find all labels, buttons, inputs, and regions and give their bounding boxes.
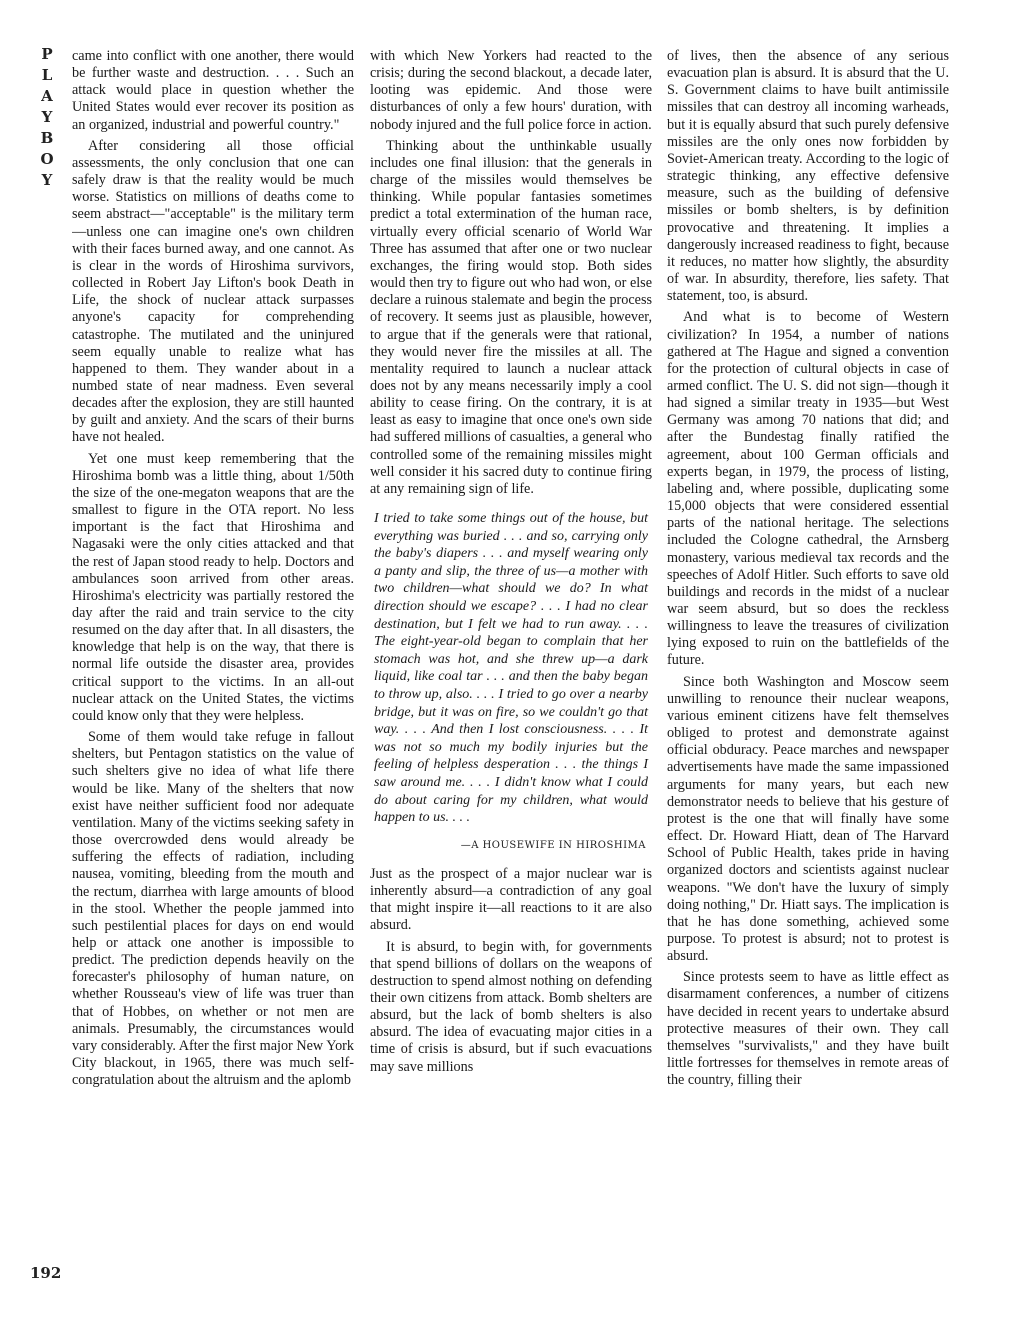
- pull-quote: I tried to take some things out of the house, but everything was buried . . . and so, carrying only the baby's diapers . . . and myself wearing only a panty and slip, the three of us—a mother with two children—what should we do? In what direction should we escape? . . . I had no clear destination, but I felt we had to run away. . . . The eight-year-old began to complain that her stomach was hot, and she threw up—a dark liquid, like coal tar . . . and then the baby began to throw up, also. . . . I tried to go over a nearby bridge, but it was on fire, so we couldn't go that way. . . . And then I lost consciousness. . . . It was not so much my bodily injuries but the feeling of helpless desperation . . . the things I saw around me. . . . I didn't know what I could do about caring for my children, what would happen to us. . . .: [374, 511, 648, 826]
- paragraph: Just as the prospect of a major nuclear war is inherently absurd—a contradiction of any goal that might inspire it—all reactions to it are also absurd.: [370, 865, 652, 934]
- running-head-letter: L: [41, 66, 53, 84]
- column-1: [72, 48, 354, 1288]
- paragraph: Some of them would take refuge in fallout shelters, but Pentagon statistics on the value of such shelters give no idea of what life there would be like. Many of the shelters that now exist have neither sufficient food nor adequate ventilation. Many of the victims seeking safety in those overcrowded dens would already be suffering the effects of radiation, including nausea, vomiting, bleeding from the mouth and the rectum, diarrhea with large amounts of blood in the stool. Whether the people jammed into such pestilential places for days on end would help or attack one another is impossible to predict. The prediction depends heavily on the forecaster's philosophy of human nature, on whether Rousseau's view of life was truer than that of Hobbes, on whether or not men are animals. Presumably, the circumstances would vary considerably. After the first major New York City blackout, in 1965, there was much self-congratulation about the altruism and the aplomb: [72, 729, 354, 1089]
- quote-attribution: —A HOUSEWIFE IN HIROSHIMA: [460, 839, 646, 851]
- column-2: [370, 48, 652, 1288]
- paragraph: Yet one must keep remembering that the Hiroshima bomb was a little thing, about 1/50th the size of the one-megaton weapons that are the smallest to figure in the OTA report. No less important is the fact that Hiroshima and Nagasaki were the only cities attacked and that the rest of Japan stood ready to help. Doctors and ambulances soon arrived from other areas. Hiroshima's electricity was partially restored the day after the raid and train service to the city resumed on the day after that. In all disasters, the knowledge that help is on the way, that there is normal life outside the disaster area, provides critical support to the victims. In an all-out nuclear attack on the United States, the victims could know only that they were helpless.: [72, 450, 354, 724]
- page-number: 192: [30, 1264, 62, 1282]
- running-head-letter: Y: [41, 108, 53, 126]
- paragraph: of lives, then the absence of any serious evacuation plan is absurd. It is absurd that the U. S. Government claims to have built antimissile missiles that can destroy all incoming warheads, but it is equally absurd that such purely defensive missiles are the only ones now forbidden by Soviet-American treaty. According to the logic of strategic thinking, any effective defensive measure, such as the building of defensive missiles or bomb shelters, is by definition provocative and threatening. It implies a dangerously increased readiness to fight, because it reduces, no matter how slightly, the absurdity of war. In absurdity, therefore, lies safety. That statement, too, is absurd.: [667, 48, 949, 305]
- paragraph: with which New Yorkers had reacted to the crisis; during the second blackout, a decade later, looting was epidemic. And those were disturbances of only a few hours' duration, with nobody injured and the full police force in action.: [370, 48, 652, 133]
- running-head-letter: O: [40, 150, 54, 168]
- paragraph: Since both Washington and Moscow seem unwilling to renounce their nuclear weapons, various eminent citizens have felt themselves obliged to protest and demonstrate against official obduracy. Peace marches and newspaper advertisements have made the same impassioned arguments for many years, but each new demonstrator needs to believe that his gesture of protest is the one that will finally have some effect. Dr. Howard Hiatt, dean of The Harvard School of Public Health, takes pride in having organized doctors and scientists against nuclear weapons. "We don't have the luxury of simply doing nothing," Dr. Hiatt says. The implication is that he has done something, achieved some purpose. To protest is absurd; not to protest is absurd.: [667, 673, 949, 965]
- paragraph: And what is to become of Western civilization? In 1954, a number of nations gathered at The Hague and signed a convention for the protection of cultural objects in case of armed conflict. The U. S. did not sign—though it had signed a similar treaty in 1935—but West Germany was among 70 nations that did; and after the Bundestag finally ratified the agreement, about 100 German officials and experts began, in 1979, the process of listing, labeling and, where possible, duplicating some 15,000 objects that were considered essential parts of the national heritage. The selections included the Cologne cathedral, the Arnsberg monastery, various medieval tax records and the speeches of Adolf Hitler. Such efforts to save old buildings and records in the midst of a nuclear war seem absurd, but so does the reckless willingness to leave the treasures of civilization lying exposed to ruin on the battlefields of the future.: [667, 309, 949, 669]
- paragraph: Thinking about the unthinkable usually includes one final illusion: that the generals in charge of the missiles would themselves be thinking. While popular fantasies sometimes predict a total extermination of the human race, virtually every official scenario of World War Three has assumed that after one or two nuclear exchanges, the firing would stop. Both sides would then try to figure out who had won, or else declare a ruinous stalemate and begin the process of recovery. It seems just as plausible, however, to argue that if the generals were that rational, they would never fire the missiles at all. The mentality required to launch a nuclear attack does not by any means necessarily imply a cool ability to cease firing. On the contrary, it is at least as easy to imagine that once one's own side had suffered millions of casualties, a general who controlled some of the remaining missiles might well consider it his sacred duty to continue firing at any remaining sign of life.: [370, 137, 652, 497]
- running-head: [36, 44, 58, 191]
- running-head-letter: A: [41, 87, 53, 105]
- paragraph: After considering all those official assessments, the only conclusion that one can safely draw is that the reality would be much worse. Statistics on millions of deaths come to seem abstract—"acceptable" is the military term—unless one can imagine one's own children with their faces burned away, and one cannot. As is clear in the words of Hiroshima survivors, collected in Robert Jay Lifton's book Death in Life, the shock of nuclear attack surpasses anyone's capacity for comprehending catastrophe. The mutilated and the uninjured seem equally unable to realize what has happened to them. They wander about in a numbed state of near madness. Even several decades after the explosion, they are still haunted by guilt and anxiety. And the scars of their burns have not healed.: [72, 137, 354, 446]
- column-3: [667, 48, 949, 1288]
- paragraph: Since protests seem to have as little effect as disarmament conferences, a number of citizens have decided in recent years to undertake absurd protective measures of their own. They call themselves "survivalists," and they have built little fortresses for themselves in remote areas of the country, filling their: [667, 969, 949, 1089]
- running-head-letter: P: [41, 45, 53, 63]
- paragraph: came into conflict with one another, there would be further waste and destruction. . . . Such an attack would place in question whether the United States would ever recover its position as an organized, industrial and powerful country.": [72, 48, 354, 133]
- paragraph: It is absurd, to begin with, for governments that spend billions of dollars on the weapons of destruction to spend almost nothing on defending their own citizens from attack. Bomb shelters are absurd, but the lack of bomb shelters is also absurd. The idea of evacuating major cities in a time of crisis is absurd, but if such evacuations may save millions: [370, 938, 652, 1075]
- running-head-letter: B: [40, 129, 54, 147]
- running-head-letter: Y: [41, 171, 53, 189]
